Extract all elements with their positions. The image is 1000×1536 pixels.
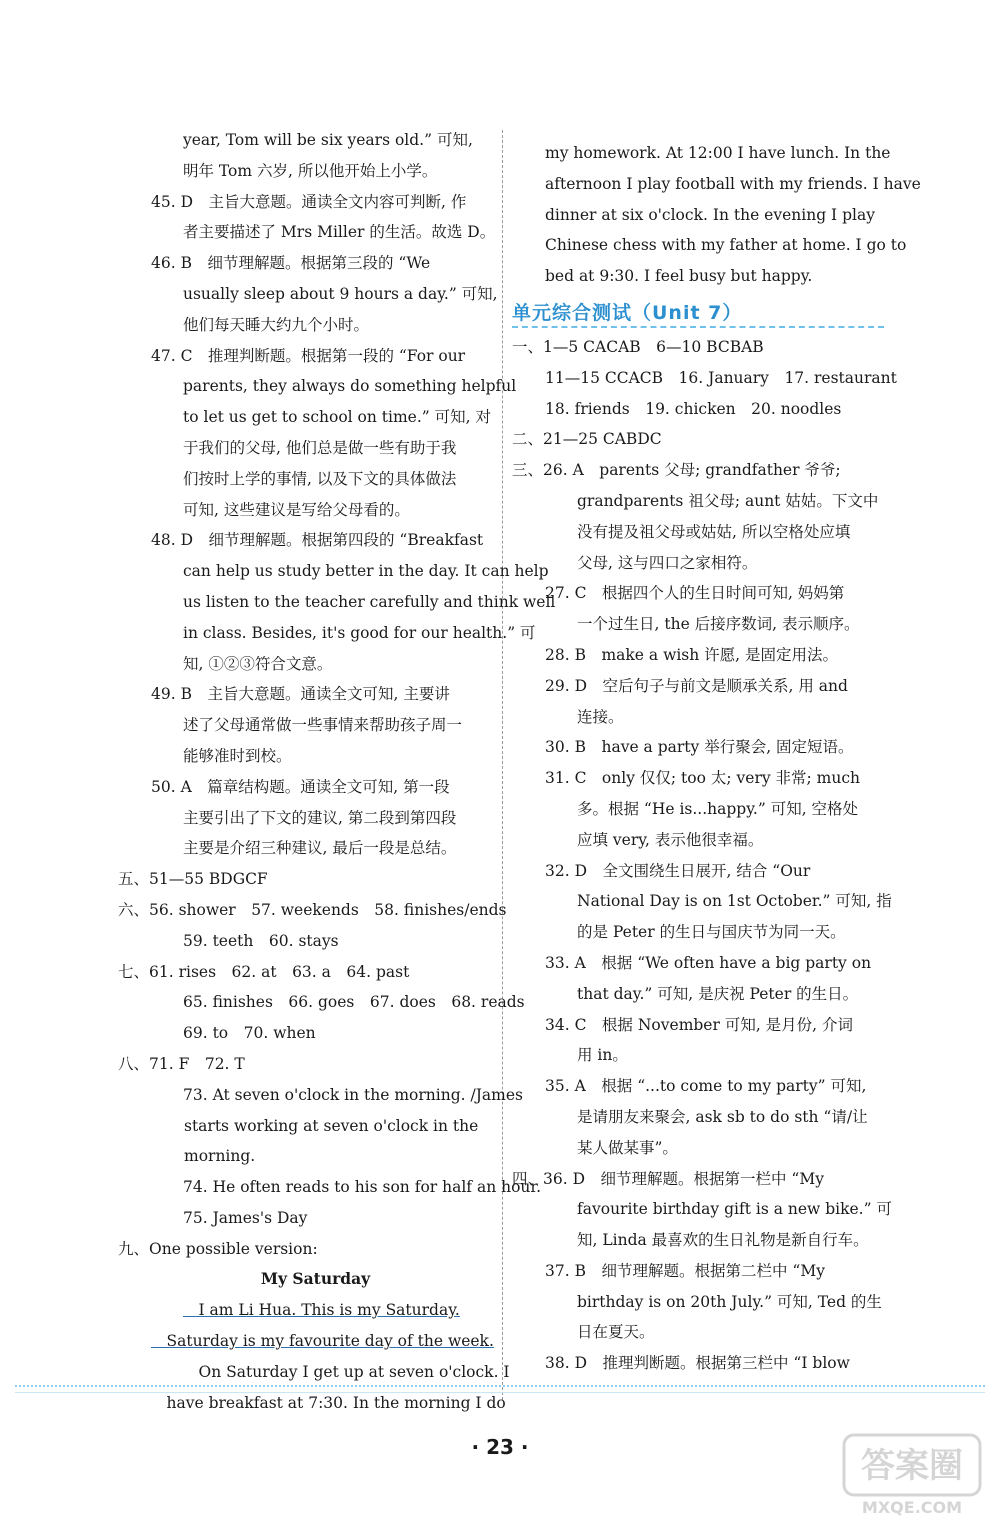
answer-line: 七、61. rises 62. at 63. a 64. past xyxy=(118,962,410,981)
answer-line: in class. Besides, it's good for our health.” 可 xyxy=(183,623,536,642)
column-divider xyxy=(502,130,503,1400)
answer-line: 于我们的父母, 他们总是做一些有助于我 xyxy=(183,438,457,457)
answer-line: 四、36. D 细节理解题。根据第一栏中 “My xyxy=(512,1169,824,1188)
answer-line: 32. D 全文围绕生日展开, 结合 “Our xyxy=(545,861,811,880)
answer-line: grandparents 祖父母; aunt 姑姑。下文中 xyxy=(577,491,879,510)
answer-line: 没有提及祖父母或姑姑, 所以空格处应填 xyxy=(577,522,851,541)
answer-line: have breakfast at 7:30. In the morning I do xyxy=(151,1393,506,1412)
answer-line: 48. D 细节理解题。根据第四段的 “Breakfast xyxy=(151,531,484,550)
answer-line: 33. A 根据 “We often have a big party on xyxy=(545,953,872,972)
answer-line: birthday is on 20th July.” 可知, Ted 的生 xyxy=(577,1292,882,1311)
answer-line: 五、51—55 BDGCF xyxy=(118,870,268,889)
answer-line: 一个过生日, the 后接序数词, 表示顺序。 xyxy=(577,615,860,634)
section-title: 单元综合测试（Unit 7） xyxy=(512,301,743,324)
answer-line: On Saturday I get up at seven o'clock. I xyxy=(183,1362,510,1381)
footer-rule-secondary xyxy=(15,1392,985,1393)
answer-line: 35. A 根据 “...to come to my party” 可知, xyxy=(545,1077,867,1096)
answer-line: 29. D 空后句子与前文是顺承关系, 用 and xyxy=(545,676,848,695)
answer-line: 75. James's Day xyxy=(183,1208,308,1227)
answer-line: starts working at seven o'clock in the xyxy=(184,1116,479,1135)
answer-line: 是请朋友来聚会, ask sb to do sth “请/让 xyxy=(577,1107,868,1126)
answer-line: 可知, 这些建议是写给父母看的。 xyxy=(183,500,410,519)
answer-line: 者主要描述了 Mrs Miller 的生活。故选 D。 xyxy=(183,223,496,242)
answer-line: 知, Linda 最喜欢的生日礼物是新自行车。 xyxy=(577,1231,869,1250)
answer-line: 日在夏天。 xyxy=(577,1323,655,1342)
essay-line: Chinese chess with my father at home. I go to xyxy=(545,236,907,255)
answer-line: 他们每天睡大约九个小时。 xyxy=(183,315,370,334)
answer-line: 59. teeth 60. stays xyxy=(183,931,339,950)
section-title-rule xyxy=(512,326,884,328)
answer-line: 50. A 篇章结构题。通读全文可知, 第一段 xyxy=(151,777,450,796)
answer-line: 某人做某事”。 xyxy=(577,1138,678,1157)
answer-line: year, Tom will be six years old.” 可知, xyxy=(183,131,473,149)
answer-line: 的是 Peter 的生日与国庆节为同一天。 xyxy=(577,923,846,942)
page-number: · 23 · xyxy=(471,1435,529,1459)
left-column xyxy=(118,125,556,1418)
answer-line: 三、26. A parents 父母; grandfather 爷爷; xyxy=(512,461,841,480)
answer-line: 46. B 细节理解题。根据第三段的 “We xyxy=(151,254,431,273)
right-column xyxy=(512,138,921,1379)
answer-line: 30. B have a party 举行聚会, 固定短语。 xyxy=(545,738,854,757)
answer-line: Saturday is my favourite day of the week. xyxy=(151,1332,494,1351)
answer-line: 连接。 xyxy=(577,707,624,726)
answer-line: 主要是介绍三种建议, 最后一段是总结。 xyxy=(183,839,457,858)
answer-line: usually sleep about 9 hours a day.” 可知, xyxy=(183,284,498,303)
answer-line: 多。根据 “He is...happy.” 可知, 空格处 xyxy=(577,799,859,818)
answer-line: favourite birthday gift is a new bike.” 可 xyxy=(577,1200,892,1219)
essay-line: dinner at six o'clock. In the evening I play xyxy=(545,205,875,224)
answer-line: 能够准时到校。 xyxy=(183,746,292,765)
answer-line: 18. friends 19. chicken 20. noodles xyxy=(545,399,842,418)
watermark-logo-icon xyxy=(842,1433,982,1518)
answer-line: 45. D 主旨大意题。通读全文内容可判断, 作 xyxy=(151,192,467,211)
answer-line: 65. finishes 66. goes 67. does 68. reads xyxy=(183,993,525,1012)
answer-line: 11—15 CCACB 16. January 17. restaurant xyxy=(545,368,897,387)
answer-line: parents, they always do something helpful xyxy=(183,377,517,396)
answer-line: 八、71. F 72. T xyxy=(118,1054,245,1073)
answer-line: 27. C 根据四个人的生日时间可知, 妈妈第 xyxy=(545,584,845,603)
answer-line: 31. C only 仅仅; too 太; very 非常; much xyxy=(545,769,861,788)
essay-line: bed at 9:30. I feel busy but happy. xyxy=(545,267,813,286)
answer-line: 九、One possible version: xyxy=(118,1239,318,1258)
answer-line: 主要引出了下文的建议, 第二段到第四段 xyxy=(183,808,457,827)
answer-line: 用 in。 xyxy=(577,1046,628,1065)
answer-line: us listen to the teacher carefully and think well xyxy=(183,592,556,611)
svg-text:答案圈: 答案圈 xyxy=(861,1446,963,1486)
essay-line: afternoon I play football with my friends. I have xyxy=(545,174,921,193)
essay-line: my homework. At 12:00 I have lunch. In the xyxy=(545,144,891,162)
answer-line: National Day is on 1st October.” 可知, 指 xyxy=(577,892,892,911)
footer-rule xyxy=(15,1385,985,1387)
answer-line: 28. B make a wish 许愿, 是固定用法。 xyxy=(545,645,839,664)
svg-text:MXQE.COM: MXQE.COM xyxy=(861,1498,963,1517)
answer-line: 二、21—25 CABDC xyxy=(512,430,662,449)
answer-line: that day.” 可知, 是庆祝 Peter 的生日。 xyxy=(577,984,859,1003)
answer-line: 47. C 推理判断题。根据第一段的 “For our xyxy=(151,346,466,365)
answer-line: 明年 Tom 六岁, 所以他开始上小学。 xyxy=(183,161,438,180)
answer-line: 知, ①②③符合文意。 xyxy=(183,654,333,673)
answer-line: 一、1—5 CACAB 6—10 BCBAB xyxy=(512,337,764,356)
answer-line: 六、56. shower 57. weekends 58. finishes/ends xyxy=(118,900,507,919)
answer-line: 们按时上学的事情, 以及下文的具体做法 xyxy=(183,469,457,488)
section-header xyxy=(512,292,884,332)
answer-line: morning. xyxy=(184,1147,256,1166)
answer-line: 34. C 根据 November 可知, 是月份, 介词 xyxy=(545,1015,854,1034)
answer-line: 37. B 细节理解题。根据第二栏中 “My xyxy=(545,1261,825,1280)
answer-line: 述了父母通常做一些事情来帮助孩子周一 xyxy=(183,716,463,735)
answer-line: to let us get to school on time.” 可知, 对 xyxy=(183,408,491,427)
answer-line: 父母, 这与四口之家相符。 xyxy=(577,553,758,572)
answer-line: I am Li Hua. This is my Saturday. xyxy=(183,1301,460,1320)
answer-line: 49. B 主旨大意题。通读全文可知, 主要讲 xyxy=(151,685,450,704)
answer-line: 74. He often reads to his son for half an hour. xyxy=(183,1178,542,1197)
answer-line: 73. At seven o'clock in the morning. /James xyxy=(183,1085,524,1104)
answer-line: 69. to 70. when xyxy=(183,1024,316,1043)
answer-line: My Saturday xyxy=(260,1269,371,1289)
answer-line: can help us study better in the day. It can help xyxy=(183,562,549,581)
answer-line: 38. D 推理判断题。根据第三栏中 “I blow xyxy=(545,1354,850,1373)
answer-line: 应填 very, 表示他很幸福。 xyxy=(577,830,764,849)
